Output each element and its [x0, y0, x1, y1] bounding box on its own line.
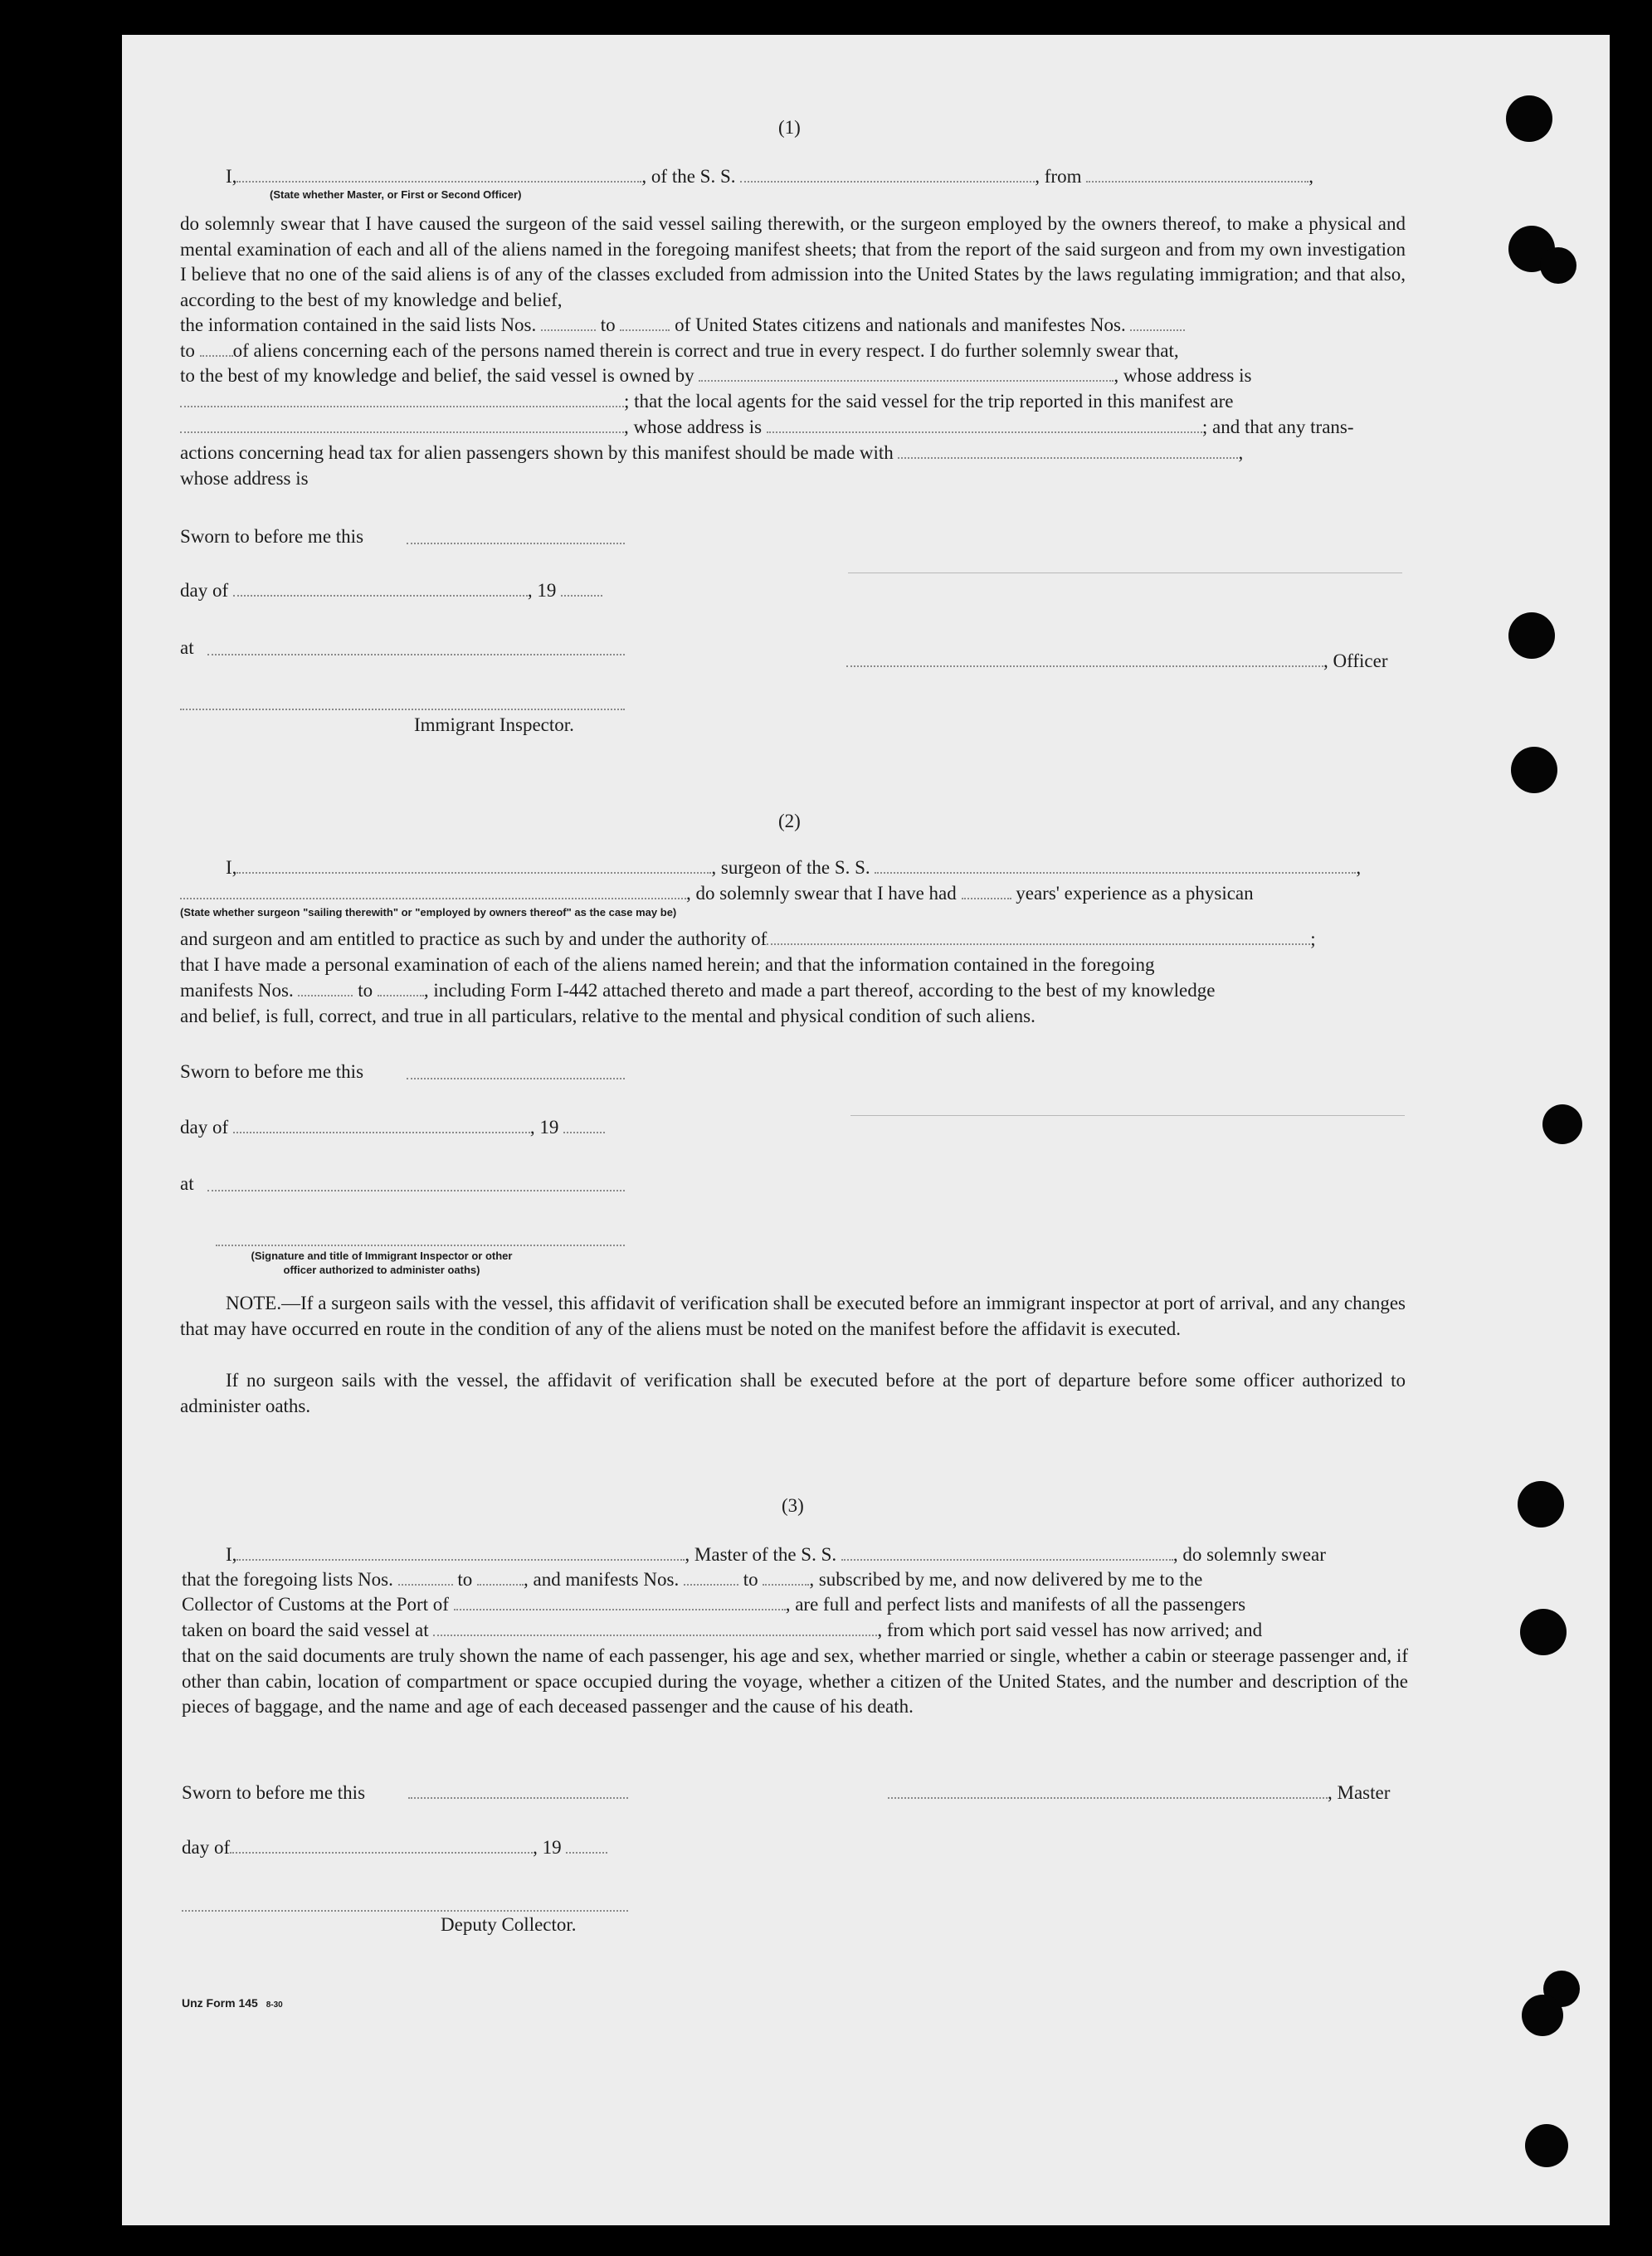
surgeon-name-field[interactable]: [236, 857, 711, 874]
form-number: Unz Form 145 8-30: [182, 1996, 283, 2010]
surgeon-caption: (State whether surgeon "sailing therewith" or "employed by owners thereof" as the case may be): [180, 906, 677, 918]
owner-line: to the best of my knowledge and belief, the said vessel is owned by , whose address is: [180, 365, 1252, 386]
signature-line[interactable]: [850, 1115, 1405, 1116]
experience-line: , do solemnly swear that I have had years' experience as a physican: [180, 881, 1254, 906]
port-from-field[interactable]: [1086, 166, 1308, 183]
examination-line: that I have made a personal examination of each of the aliens named herein; and that the information contained in the foregoing: [180, 954, 1155, 975]
manifests-line: manifests Nos. to , including Form I-442 attached thereto and made a part thereof, according to the best of my knowledge: [180, 980, 1216, 1001]
owner-field[interactable]: [699, 365, 1114, 382]
lists-to-field[interactable]: [477, 1569, 524, 1586]
binder-hole: [1520, 1609, 1567, 1655]
foregoing-lists-line: that the foregoing lists Nos. to , and manifests Nos. to , subscribed by me, and now delivered by me to the: [182, 1569, 1203, 1590]
lists-from-field[interactable]: [541, 314, 596, 331]
sworn-day-field[interactable]: [407, 543, 625, 544]
year-field[interactable]: [563, 1117, 605, 1133]
binder-hole: [1525, 2124, 1568, 2167]
section-number: (3): [782, 1495, 804, 1516]
surgeon-line: I, , surgeon of the S. S. ,: [226, 857, 1362, 878]
note-paragraph-2: If no surgeon sails with the vessel, the affidavit of verification shall be executed before at the port of departure before some officer authorized to administer oaths.: [180, 1370, 1406, 1416]
binder-hole: [1508, 612, 1555, 659]
inspector-label: Immigrant Inspector.: [414, 714, 574, 735]
agent-address-line: , whose address is ; and that any trans-: [180, 415, 1354, 440]
binder-hole: [1540, 247, 1576, 284]
sworn-label: Sworn to before me this: [180, 1061, 364, 1082]
manifests-from-field[interactable]: [1130, 314, 1185, 331]
lists-from-field[interactable]: [398, 1569, 453, 1586]
master-line: I, , Master of the S. S. , do solemnly swear: [226, 1544, 1326, 1565]
manifests-from-field[interactable]: [684, 1569, 738, 1586]
officer-caption: (State whether Master, or First or Second Officer): [270, 188, 522, 201]
binder-hole: [1542, 1104, 1582, 1144]
year-field[interactable]: [561, 580, 602, 597]
owner-address-field[interactable]: [180, 391, 624, 407]
binder-hole: [1511, 747, 1557, 793]
at-label: at: [180, 637, 194, 658]
authority-field[interactable]: [767, 928, 1310, 945]
agents-address-field[interactable]: [767, 417, 1202, 433]
day-of-field[interactable]: [233, 1117, 530, 1133]
binder-hole: [1506, 95, 1552, 142]
manifests-to-field[interactable]: [378, 980, 424, 996]
officer-line: I, , of the S. S. , from ,: [226, 166, 1313, 187]
manifests-to-field[interactable]: [200, 340, 233, 357]
sworn-day-field[interactable]: [407, 1078, 625, 1079]
belief-line: and belief, is full, correct, and true in all particulars, relative to the mental and physical condition of such aliens.: [180, 1006, 1036, 1026]
head-tax-line: actions concerning head tax for alien passengers shown by this manifest should be made with ,: [180, 442, 1244, 463]
vessel-name-field[interactable]: [740, 166, 1035, 183]
oath-paragraph-1: do solemnly swear that I have caused the surgeon of the said vessel sailing therewith, or the surgeon employed by the owners thereof, to make a physical and mental examination of each and all of the aliens named in the foregoing manifest sheets; that from the report of the said surgeon and from my own investigation I believe that no one of the said aliens is of any of the classes excluded from admission into the United States by the laws regulating immigration; and that also, according to the best of my knowledge and belief,: [180, 213, 1406, 310]
day-of-field[interactable]: [233, 580, 528, 597]
surgeon-vessel-field[interactable]: [875, 857, 1356, 874]
years-field[interactable]: [962, 883, 1011, 899]
head-tax-field[interactable]: [898, 442, 1238, 459]
port-taken-field[interactable]: [433, 1620, 877, 1636]
aliens-line: to of aliens concerning each of the persons named therein is correct and true in every respect. I do further solemnly swear that,: [180, 340, 1179, 361]
sworn-label: Sworn to before me this: [180, 526, 364, 547]
agents-line: ; that the local agents for the said vessel for the trip reported in this manifest are: [180, 389, 1233, 414]
note-paragraph: NOTE.—If a surgeon sails with the vessel, this affidavit of verification shall be executed before an immigrant inspector at port of arrival, and any changes that may have occurred en route in the condition of any of the aliens must be noted on the manifest before the affidavit is executed.: [180, 1293, 1406, 1339]
surgeon-type-field[interactable]: [180, 883, 686, 899]
passenger-details-paragraph: that on the said documents are truly shown the name of each passenger, his age and sex, whether married or single, whether a cabin or steerage passenger and, if other than cabin, location of compartment or space occupied during the voyage, whether a citizen of the United States, and the number and description of the pieces of baggage, and the name and age of each deceased passenger and the cause of his death.: [182, 1645, 1408, 1717]
master-vessel-field[interactable]: [841, 1544, 1173, 1561]
at-field[interactable]: [207, 654, 625, 655]
day-of-line: day of , 19: [180, 578, 602, 603]
officer-line-sig: , Officer: [846, 649, 1387, 674]
head-tax-address-line: whose address is: [180, 468, 309, 489]
entitled-line: and surgeon and am entitled to practice as such by and under the authority of ;: [180, 928, 1316, 949]
binder-hole: [1522, 1995, 1563, 2036]
master-signature-field[interactable]: [888, 1782, 1328, 1799]
collector-line: Collector of Customs at the Port of , are full and perfect lists and manifests of all the passengers: [182, 1594, 1246, 1615]
signature-caption: (Signature and title of Immigrant Inspector or other officer authorized to administer oaths): [251, 1250, 513, 1276]
binder-hole: [1518, 1481, 1564, 1528]
master-name-field[interactable]: [236, 1544, 685, 1561]
inspector-signature-field[interactable]: [216, 1245, 625, 1246]
port-field[interactable]: [454, 1594, 786, 1610]
deputy-signature-field[interactable]: [182, 1910, 628, 1912]
day-of-line: day of , 19: [180, 1115, 605, 1140]
manifests-from-field[interactable]: [298, 980, 353, 996]
officer-signature-field[interactable]: [846, 650, 1323, 667]
taken-on-board-line: taken on board the said vessel at , from which port said vessel has now arrived; and: [182, 1620, 1263, 1640]
sworn-label: Sworn to before me this: [182, 1782, 366, 1803]
day-of-line: day of , 19: [182, 1835, 607, 1860]
lists-to-field[interactable]: [620, 314, 670, 331]
info-line: the information contained in the said lists Nos. to of United States citizens and nationals and manifestes Nos.: [180, 313, 1406, 338]
deputy-label: Deputy Collector.: [441, 1914, 577, 1935]
section-number: (1): [778, 117, 801, 138]
agents-field[interactable]: [180, 417, 624, 433]
at-field[interactable]: [207, 1190, 625, 1191]
inspector-signature-field[interactable]: [180, 709, 625, 710]
officer-name-field[interactable]: [236, 166, 641, 183]
at-label: at: [180, 1173, 194, 1194]
manifests-to-field[interactable]: [763, 1569, 809, 1586]
section-number: (2): [778, 811, 801, 831]
day-of-field[interactable]: [230, 1837, 533, 1854]
master-sig-line: , Master: [888, 1781, 1390, 1805]
year-field[interactable]: [566, 1837, 607, 1854]
sworn-day-field[interactable]: [408, 1797, 628, 1799]
